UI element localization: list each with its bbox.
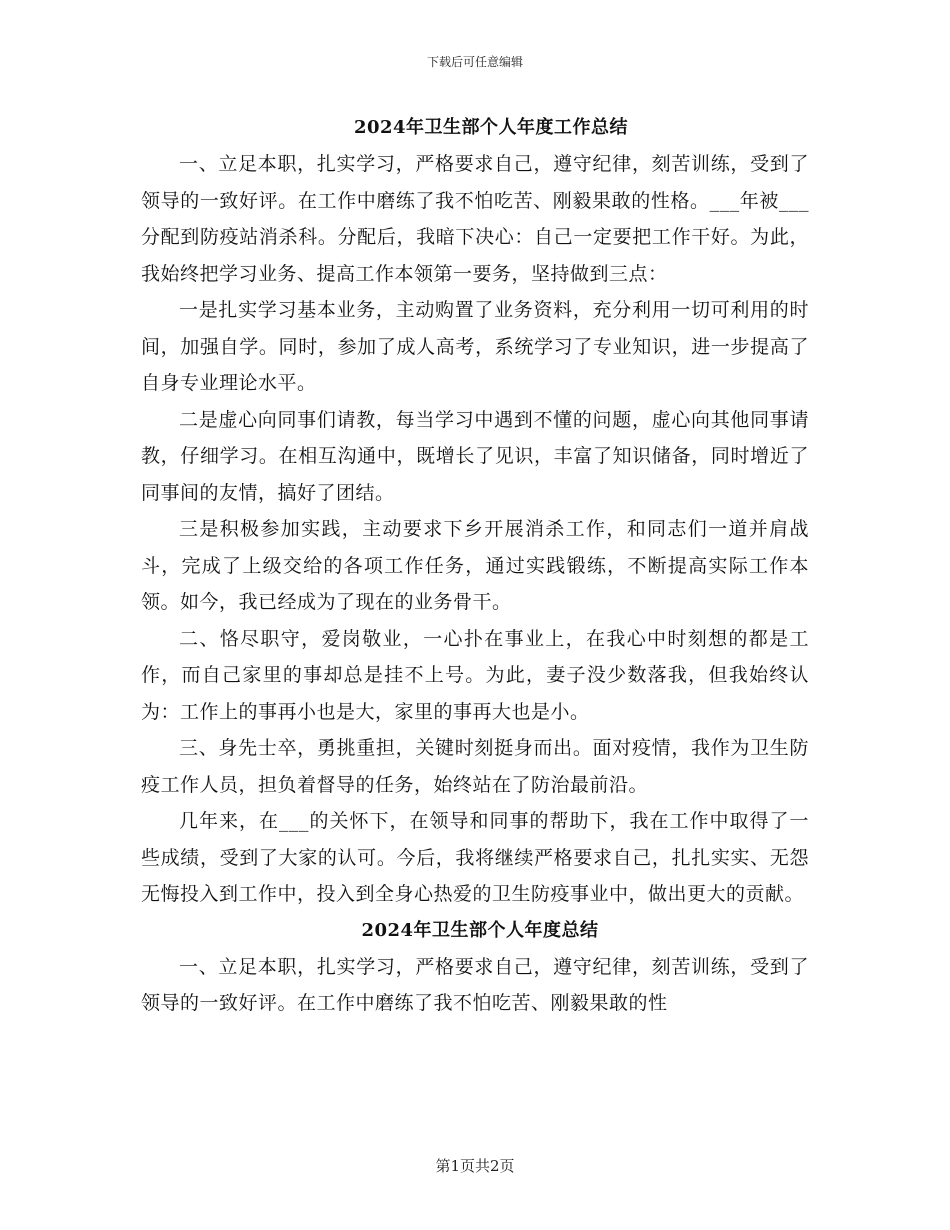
document-title: 2024年卫生部个人年度工作总结 xyxy=(353,117,629,138)
page-number: 第1页共2页 xyxy=(435,1157,515,1175)
document-body xyxy=(141,110,809,1022)
paragraph: 二是虚心向同事们请教，每当学习中遇到不懂的问题，虚心向其他同事请教，仔细学习。在相互沟通中，既增长了见识，丰富了知识储备，同时增近了同事间的友情，搞好了团结。 xyxy=(141,408,809,504)
header-note: 下载后可任意编辑 xyxy=(426,55,523,69)
paragraph: 三是积极参加实践，主动要求下乡开展消杀工作，和同志们一道并肩战斗，完成了上级交给的各项工作任务，通过实践锻练，不断提高实际工作本领。如今，我已经成为了现在的业务骨干。 xyxy=(141,518,809,613)
paragraph: 一是扎实学习基本业务，主动购置了业务资料，充分利用一切可利用的时间，加强自学。同时，参加了成人高考，系统学习了专业知识，进一步提高了自身专业理论水平。 xyxy=(141,299,809,394)
paragraph: 二、恪尽职守，爱岗敬业，一心扑在事业上，在我心中时刻想的都是工作，而自己家里的事却总是挂不上号。为此，妻子没少数落我，但我始终认为：工作上的事再小也是大，家里的事再大也是小。 xyxy=(141,627,809,723)
section-title: 2024年卫生部个人年度总结 xyxy=(361,919,599,941)
paragraph: 一、立足本职，扎实学习，严格要求自己，遵守纪律，刻苦训练，受到了领导的一致好评。在工作中磨练了我不怕吃苦、刚毅果敢的性格。___年被___分配到防疫站消杀科。分配后，我暗下决心：自己一定要把工作干好。为此，我始终把学习业务、提高工作本领第一要务，坚持做到三点： xyxy=(141,153,809,285)
paragraph: 几年来，在___的关怀下，在领导和同事的帮助下，我在工作中取得了一些成绩，受到了大家的认可。今后，我将继续严格要求自己，扎扎实实、无怨无悔投入到工作中，投入到全身心热爱的卫生防疫事业中，做出更大的贡献。 xyxy=(141,810,809,905)
paragraph: 一、立足本职，扎实学习，严格要求自己，遵守纪律，刻苦训练，受到了领导的一致好评。在工作中磨练了我不怕吃苦、刚毅果敢的性 xyxy=(141,955,809,1014)
paragraph: 三、身先士卒，勇挑重担，关键时刻挺身而出。面对疫情，我作为卫生防疫工作人员，担负着督导的任务，始终站在了防治最前沿。 xyxy=(141,737,809,796)
